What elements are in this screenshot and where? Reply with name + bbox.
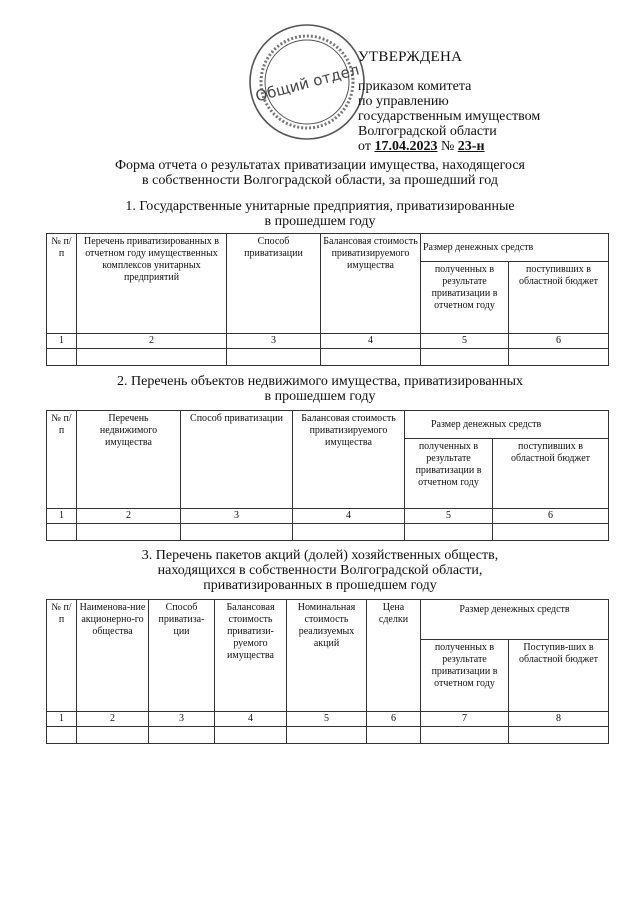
s1-header-budget: поступивших в областной бюджет [509,262,609,334]
section2-title-line2: в прошедшем году [264,389,376,404]
s3-colnum-3: 3 [149,712,215,727]
section3-title-line1: 3. Перечень пакетов акций (долей) хозяйственных обществ, [141,548,499,563]
s3-header-price: Цена сделки [367,600,421,712]
s1-colnum-3: 3 [227,334,321,349]
s3-header-received: полученных в результате приватизации в отчетном году [421,640,509,712]
s1-colnum-6: 6 [509,334,609,349]
s1-header-method: Способ приватизации [227,234,321,334]
s2-colnum-3: 3 [181,509,293,524]
s1-colnum-2: 2 [77,334,227,349]
s2-colnum-2: 2 [77,509,181,524]
approval-line3: государственным имуществом [358,109,541,124]
form-title-line2: в собственности Волгоградской области, за прошедший год [142,173,498,188]
section1-title [0,199,640,229]
s2-header-num: № п/п [47,411,77,509]
s2-header-balance: Балансовая стоимость приватизируемого имущества [293,411,405,509]
s2-header-list: Перечень недвижимого имущества [77,411,181,509]
s3-colnum-5: 5 [287,712,367,727]
s3-colnum-1: 1 [47,712,77,727]
s1-colnum-1: 1 [47,334,77,349]
s1-empty-row [47,349,609,366]
section2-title-line1: 2. Перечень объектов недвижимого имущества, приватизированных [117,374,523,389]
section3-title-line3: приватизированных в прошедшем году [203,578,437,593]
s1-header-received: полученных в результате приватизации в отчетном году [421,262,509,334]
approval-number: 23-н [457,139,485,154]
s2-header-method: Способ приватизации [181,411,293,509]
s1-header-money: Размер денежных средств [421,234,609,262]
section2-title [0,374,640,404]
approval-title: УТВЕРЖДЕНА [358,49,463,65]
official-stamp [247,22,367,142]
s2-colnum-6: 6 [493,509,609,524]
s3-header-nominal: Номинальная стоимость реализуемых акций [287,600,367,712]
s3-header-num: № п/п [47,600,77,712]
section1-table [46,233,609,366]
s3-colnum-8: 8 [509,712,609,727]
approval-line4: Волгоградской области [358,124,497,139]
s1-header-list: Перечень приватизированных в отчетном году имущественных комплексов унитарных предприятий [77,234,227,334]
s2-colnum-4: 4 [293,509,405,524]
s1-colnum-4: 4 [321,334,421,349]
s3-header-money: Размер денежных средств [421,600,609,640]
s1-header-balance: Балансовая стоимость приватизируемого имущества [321,234,421,334]
approval-date-prefix: от [358,139,371,154]
s2-header-received: полученных в результате приватизации в отчетном году [405,439,493,509]
s2-header-budget: поступивших в областной бюджет [493,439,609,509]
section1-title-line1: 1. Государственные унитарные предприятия, приватизированные [125,199,515,214]
s3-colnum-4: 4 [215,712,287,727]
s2-empty-row [47,524,609,541]
s3-header-company: Наименова-ние акционерно-го общества [77,600,149,712]
stamp-center-text: Общий отдел [253,60,362,106]
form-title-line1: Форма отчета о результатах приватизации имущества, находящегося [115,158,525,173]
s2-header-money: Размер денежных средств [405,411,609,439]
approval-date: 17.04.2023 [374,139,438,154]
section3-table [46,599,609,744]
s1-colnum-5: 5 [421,334,509,349]
s3-header-balance: Балансовая стоимость приватизи-руемого имущества [215,600,287,712]
approval-number-sign: № [440,139,455,154]
section2-table [46,410,609,541]
section1-title-line2: в прошедшем году [264,214,376,229]
s3-header-budget: Поступив-ших в областной бюджет [509,640,609,712]
s2-colnum-5: 5 [405,509,493,524]
s1-header-num: № п/п [47,234,77,334]
approval-date-line [358,139,540,154]
s2-colnum-1: 1 [47,509,77,524]
s3-empty-row [47,727,609,744]
approval-block [358,50,540,154]
section3-title-line2: находящихся в собственности Волгоградской области, [157,563,483,578]
approval-line1: приказом комитета [358,79,472,94]
form-title [0,158,640,188]
s3-header-method: Способ приватиза-ции [149,600,215,712]
s3-colnum-6: 6 [367,712,421,727]
section3-title [0,548,640,593]
approval-line2: по управлению [358,94,449,109]
s3-colnum-7: 7 [421,712,509,727]
s3-colnum-2: 2 [77,712,149,727]
